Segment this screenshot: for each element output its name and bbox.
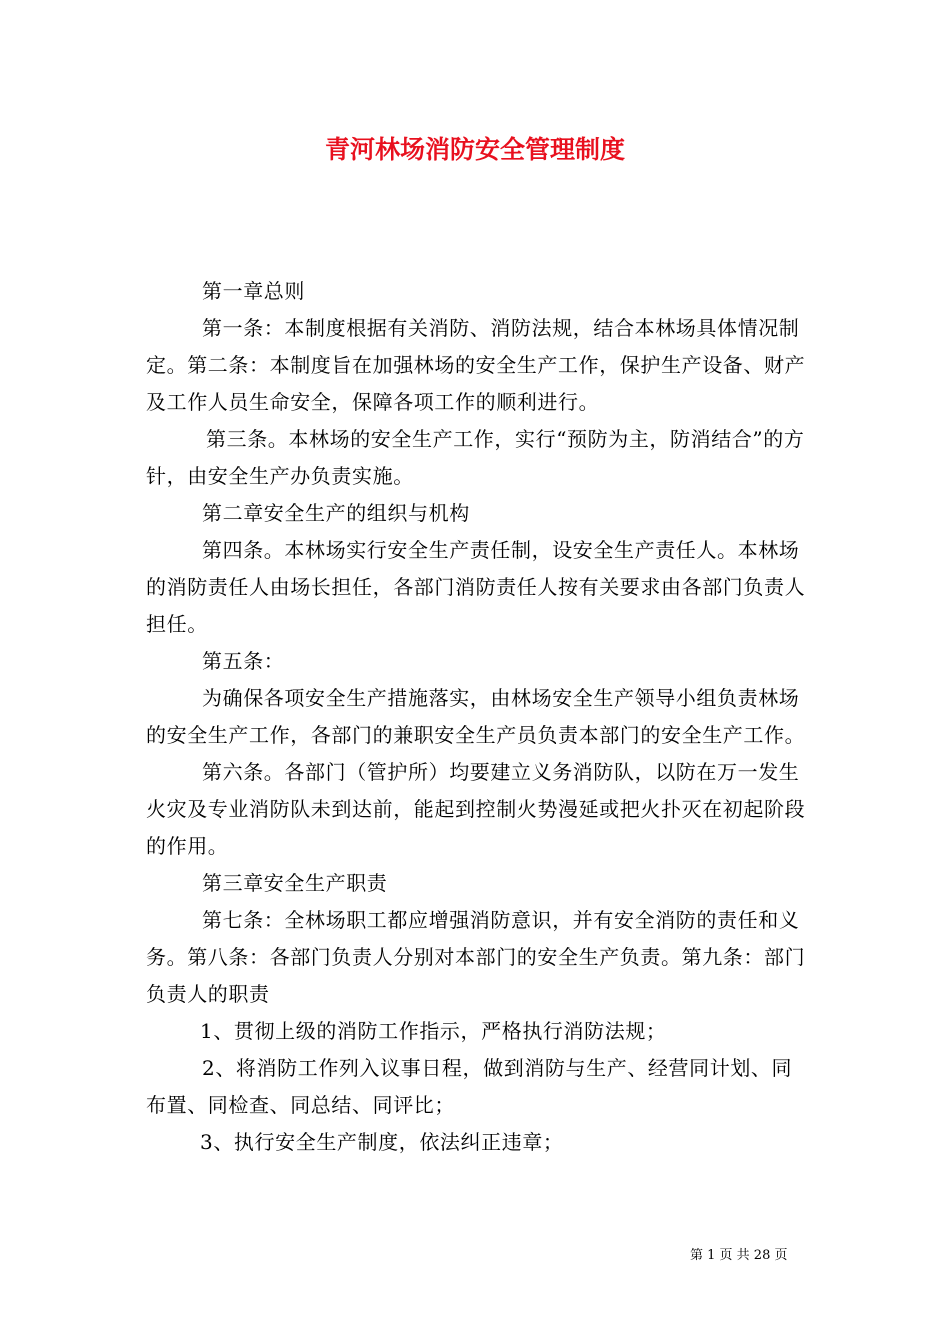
document-body — [146, 273, 806, 1161]
article-paragraph: 第四条。本林场实行安全生产责任制，设安全生产责任人。本林场的消防责任人由场长担任，各部门消防责任人按有关要求由各部门负责人担任。 — [146, 538, 806, 636]
chapter-heading: 第二章安全生产的组织与机构 — [202, 501, 470, 525]
article-paragraph: 为确保各项安全生产措施落实，由林场安全生产领导小组负责林场的安全生产工作，各部门的兼职安全生产员负责本部门的安全生产工作。 — [146, 686, 806, 747]
page-title: 青河林场消防安全管理制度 — [324, 135, 625, 164]
article-paragraph: 第三条。本林场的安全生产工作，实行“预防为主，防消结合”的方针，由安全生产办负责实施。 — [146, 427, 805, 488]
chapter-heading: 第三章安全生产职责 — [202, 871, 388, 895]
list-item: 2、将消防工作列入议事日程，做到消防与生产、经营同计划、同布置、同检查、同总结、同评比； — [146, 1056, 793, 1117]
list-item: 3、执行安全生产制度，依法纠正违章； — [200, 1130, 564, 1154]
page-number: 第 1 页 共 28 页 — [690, 1248, 788, 1263]
chapter-heading: 第一章总则 — [202, 279, 305, 303]
article-paragraph: 第一条：本制度根据有关消防、消防法规，结合本林场具体情况制定。第二条：本制度旨在加强林场的安全生产工作，保护生产设备、财产及工作人员生命安全，保障各项工作的顺利进行。 — [146, 316, 806, 414]
article-heading: 第五条： — [202, 649, 285, 673]
article-paragraph: 第七条：全林场职工都应增强消防意识，并有安全消防的责任和义务。第八条：各部门负责人分别对本部门的安全生产负责。第九条：部门负责人的职责 — [146, 908, 806, 1006]
list-item: 1、贯彻上级的消防工作指示，严格执行消防法规； — [200, 1019, 667, 1043]
article-paragraph: 第六条。各部门（管护所）均要建立义务消防队，以防在万一发生火灾及专业消防队未到达前，能起到控制火势漫延或把火扑灭在初起阶段的作用。 — [146, 760, 806, 858]
